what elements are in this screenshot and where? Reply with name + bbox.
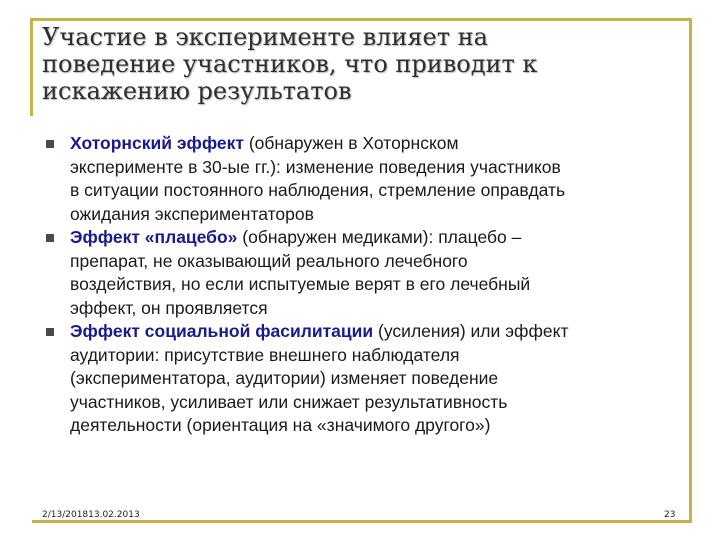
term: Эффект «плацебо» (70, 227, 238, 247)
frame-left-line (30, 18, 33, 116)
bullet-line: участников, усиливает или снижает результативность (70, 391, 508, 412)
bullet-text: (обнаружен в Хоторнском (243, 133, 459, 153)
term: Эффект социальной фасилитации (70, 321, 374, 341)
frame-top-line (30, 18, 692, 21)
bullet-line: воздействия, но если испытуемые верят в его лечебный (70, 274, 531, 294)
bullet-item (44, 226, 644, 320)
bullet-line: эксперименте в 30-ые гг.): изменение поведения участников (70, 156, 561, 177)
bullet-line (70, 226, 644, 250)
square-bullet-icon (46, 140, 54, 148)
bullet-item (44, 320, 644, 438)
term: Хоторнский эффект (70, 133, 244, 153)
frame-right-line (689, 18, 692, 522)
bullet-item (44, 132, 644, 226)
bullet-line: ожидания экспериментаторов (70, 203, 314, 224)
bullet-text: (усиления) или эффект (373, 321, 569, 341)
bullet-line: (экспериментатора, аудитории) изменяет поведение (70, 368, 499, 388)
square-bullet-icon (46, 234, 54, 242)
title-line: искажению результатов (42, 77, 352, 105)
bullet-line (70, 132, 644, 156)
bullet-text: (обнаружен медиками): плацебо – (237, 227, 522, 247)
footer-date: 2/13/201813.02.2013 (42, 510, 140, 520)
bullet-line (70, 320, 644, 344)
title-line: Участие в эксперименте влияет на (42, 23, 488, 51)
bullet-line: в ситуации постоянного наблюдения, стремление оправдать (70, 180, 566, 200)
slide-number: 23 (664, 510, 676, 520)
frame-bottom-line (32, 520, 692, 523)
bullet-line: аудитории: присутствие внешнего наблюдателя (70, 344, 460, 365)
bullet-line: препарат, не оказывающий реального лечебного (70, 250, 468, 271)
slide-title (42, 24, 662, 105)
title-line: поведение участников, что приводит к (42, 50, 538, 78)
square-bullet-icon (46, 328, 54, 336)
bullet-line: эффект, он проявляется (70, 297, 268, 318)
bullet-line: деятельности (ориентация на «значимого другого») (70, 415, 491, 435)
bullet-list (44, 132, 644, 438)
